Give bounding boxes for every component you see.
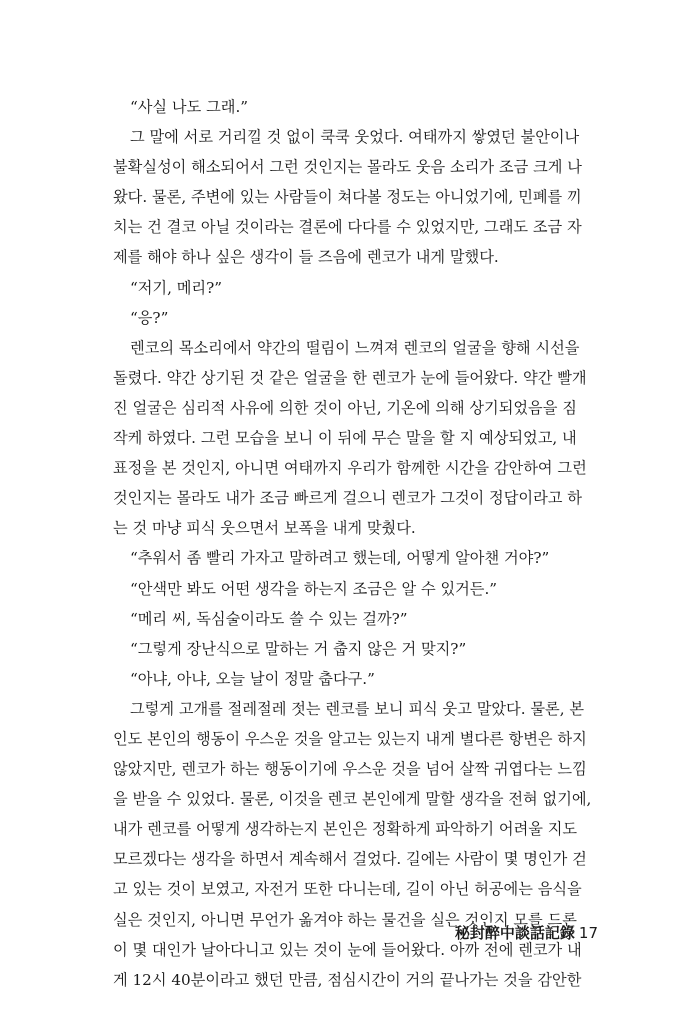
paragraph-line: 진 얼굴은 심리적 사유에 의한 것이 아닌, 기온에 의해 상기되었음을 짐: [113, 398, 577, 417]
paragraph-line: 않았지만, 렌코가 하는 행동이기에 우스운 것을 넘어 살짝 귀엽다는 느낌: [113, 760, 587, 779]
paragraph-line: 불확실성이 해소되어서 그런 것인지는 몰라도 웃음 소리가 조금 크게 나: [113, 158, 582, 177]
paragraph-line: “응?”: [130, 308, 169, 327]
paragraph-line: 것인지는 몰라도 내가 조금 빠르게 걸으니 렌코가 그것이 정답이라고 하: [113, 489, 582, 508]
paragraph-line: “그렇게 장난식으로 말하는 거 춥지 않은 거 맞지?”: [130, 639, 467, 658]
paragraph-line: 인도 본인의 행동이 우스운 것을 알고는 있는지 내게 별다른 항변은 하지: [113, 729, 587, 748]
paragraph-line: “아냐, 아냐, 오늘 날이 정말 춥다구.”: [130, 669, 375, 688]
paragraph-line: “사실 나도 그래.”: [130, 98, 249, 116]
paragraph-line: 내가 렌코를 어떻게 생각하는지 본인은 정확하게 파악하기 어려울 지도: [113, 820, 578, 839]
paragraph-line: “추워서 좀 빨리 가자고 말하려고 했는데, 어떻게 알아챈 거야?”: [130, 549, 550, 568]
paragraph-line: 을 받을 수 있었다. 물론, 이것을 렌코 본인에게 말할 생각을 전혀 없기에,: [113, 790, 592, 809]
paragraph-line: 그렇게 고개를 절레절레 젓는 렌코를 보니 피식 웃고 말았다. 물론, 본: [130, 699, 585, 718]
paragraph-line: 모르겠다는 생각을 하면서 계속해서 걸었다. 길에는 사람이 몇 명인가 걷: [113, 850, 587, 869]
paragraph-line: 는 것 마냥 피식 웃으면서 보폭을 내게 맞췄다.: [113, 519, 416, 538]
paragraph-line: “안색만 봐도 어떤 생각을 하는지 조금은 알 수 있거든.”: [130, 579, 498, 598]
paragraph-line: 표정을 본 것인지, 아니면 여태까지 우리가 함께한 시간을 감안하여 그런: [113, 459, 587, 478]
paragraph-line: 고 있는 것이 보였고, 자전거 또한 다니는데, 길이 아닌 허공에는 음식을: [113, 880, 582, 899]
paragraph-line: 렌코의 목소리에서 약간의 떨림이 느껴져 렌코의 얼굴을 향해 시선을: [130, 338, 580, 357]
paragraph-line: “저기, 메리?”: [130, 278, 223, 297]
paragraph-line: 이 몇 대인가 날아다니고 있는 것이 눈에 들어왔다. 아까 전에 렌코가 내: [113, 940, 582, 959]
page-footer: [455, 922, 598, 943]
running-title: 秘封醉中談話記錄: [454, 924, 575, 942]
paragraph-line: 그 말에 서로 거리낄 것 없이 쿡쿡 웃었다. 여태까지 쌓였던 불안이나: [130, 128, 580, 147]
body-text: [113, 92, 593, 995]
paragraph-line: 게 12시 40분이라고 했던 만큼, 점심시간이 거의 끝나가는 것을 감안한: [113, 970, 582, 989]
paragraph-line: “메리 씨, 독심술이라도 쓸 수 있는 걸까?”: [130, 609, 408, 628]
paragraph-line: 돌렸다. 약간 상기된 것 같은 얼굴을 한 렌코가 눈에 들어왔다. 약간 빨개: [113, 368, 587, 387]
paragraph-line: 작케 하였다. 그런 모습을 보니 이 뒤에 무슨 말을 할 지 예상되었고, 내: [113, 429, 577, 448]
paragraph-line: 왔다. 물론, 주변에 있는 사람들이 쳐다볼 정도는 아니었기에, 민폐를 끼: [113, 188, 582, 207]
paragraph-line: 제를 해야 하나 싶은 생각이 들 즈음에 렌코가 내게 말했다.: [113, 248, 499, 267]
paragraph-line: 치는 건 결코 아닐 것이라는 결론에 다다를 수 있었지만, 그래도 조금 자: [113, 218, 582, 237]
paragraph-line: 실은 것인지, 아니면 무언가 옮겨야 하는 물건을 실은 것인지 모를 드론: [113, 910, 577, 929]
page-number: 17: [578, 924, 598, 942]
